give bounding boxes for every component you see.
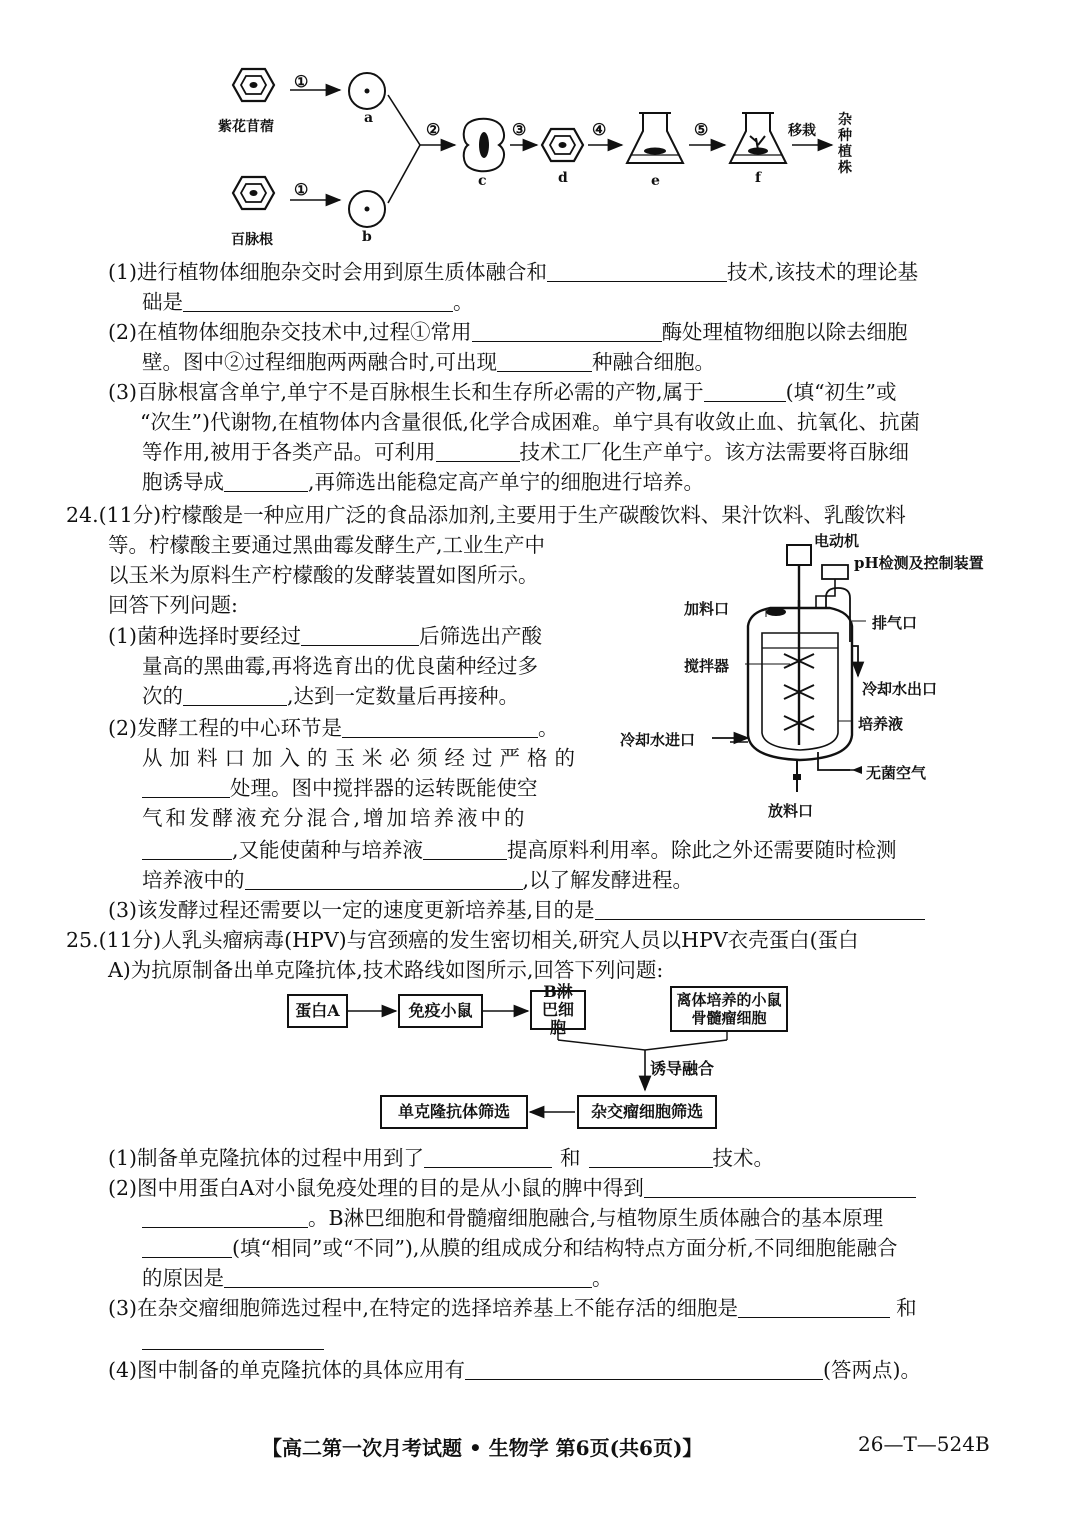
q23-p2-line1: (2)在植物体细胞杂交技术中,过程①常用 酶处理植物细胞以除去细胞 xyxy=(108,320,908,344)
q25-p3-line: (3)在杂交瘤细胞筛选过程中,在特定的选择培养基上不能存活的细胞是 和 xyxy=(108,1296,917,1320)
hybrid-plant-label: 杂种植株 xyxy=(838,112,852,176)
motor-label: 电动机 xyxy=(814,532,860,550)
q25-blank-4 xyxy=(142,1207,308,1228)
box-b-lymphocyte: B淋巴细胞 xyxy=(530,990,586,1030)
q23-p3-line3: 等作用,被用于各类产品。可利用 技术工厂化生产单宁。该方法需要将百脉细 xyxy=(142,440,910,464)
cool-out-label: 冷却水出口 xyxy=(862,680,938,698)
exhaust-label: 排气口 xyxy=(872,614,918,632)
q24-p1-line2: 量高的黑曲霉,再将选育出的优良菌种经过多 xyxy=(142,654,539,678)
box-antibody-screen: 单克隆抗体筛选 xyxy=(380,1095,528,1129)
q25-line2: A)为抗原制备出单克隆抗体,技术路线如图所示,回答下列问题: xyxy=(108,958,664,982)
step1a-label: ① xyxy=(294,72,309,91)
q24-line3: 以玉米为原料生产柠檬酸的发酵装置如图所示。 xyxy=(108,563,539,587)
q24-p1-line3: 次的 ,达到一定数量后再接种。 xyxy=(142,684,520,708)
label-e: e xyxy=(651,173,660,189)
alfalfa-label: 紫花苜蓿 xyxy=(218,119,274,135)
step2-label: ② xyxy=(426,120,441,139)
q25-blank-7 xyxy=(738,1297,890,1318)
q25-p2-line2: 。B淋巴细胞和骨髓瘤细胞融合,与植物原生质体融合的基本原理 xyxy=(142,1204,883,1232)
q25-p2-line1: (2)图中用蛋白A对小鼠免疫处理的目的是从小鼠的脾中得到 xyxy=(108,1174,916,1202)
air-label: 无菌空气 xyxy=(866,764,927,782)
q23-p3-line4: 胞诱导成 ,再筛选出能稳定高产单宁的细胞进行培养。 xyxy=(142,470,705,494)
label-f: f xyxy=(755,170,762,186)
step5-label: ⑤ xyxy=(694,120,709,139)
transplant-label: 移栽 xyxy=(788,123,816,139)
q23-p1-line1: (1)进行植物体细胞杂交时会用到原生质体融合和 技术,该技术的理论基 xyxy=(108,260,919,284)
q24-p3-line: (3)该发酵过程还需要以一定的速度更新培养基,目的是 xyxy=(108,896,925,924)
box-immunize-mouse: 免疫小鼠 xyxy=(398,994,483,1028)
q24-p1-line1: (1)菌种选择时要经过 后筛选出产酸 xyxy=(108,624,543,648)
q25-blank-8 xyxy=(142,1329,324,1350)
q24-line2: 等。柠檬酸主要通过黑曲霉发酵生产,工业生产中 xyxy=(108,533,546,557)
q24-p2-line2: 从加料口加入的玉米必须经过严格的 xyxy=(142,746,582,770)
q23-p1-line2: 础是 。 xyxy=(142,290,474,314)
step3-label: ③ xyxy=(512,120,527,139)
label-c: c xyxy=(478,173,487,189)
step4-label: ④ xyxy=(592,120,607,139)
q25-blank-5 xyxy=(142,1237,232,1258)
label-a: a xyxy=(364,110,374,126)
medium-label: 培养液 xyxy=(858,715,904,733)
q25-blank-3 xyxy=(644,1177,916,1198)
box-myeloma-cell: 离体培养的小鼠骨髓瘤细胞 xyxy=(670,986,788,1032)
q25-p2-line3: (填“相同”或“不同”),从膜的组成成分和结构特点方面分析,不同细胞能融合 xyxy=(142,1234,897,1262)
q25-p3-line2 xyxy=(142,1326,324,1354)
q25-p1-line: (1)制备单克隆抗体的过程中用到了 和 技术。 xyxy=(108,1146,775,1170)
label-b: b xyxy=(362,229,372,245)
q25-blank-2 xyxy=(589,1147,713,1168)
q25-p2-line4: 的原因是 。 xyxy=(142,1266,613,1290)
q24-p2-line1: (2)发酵工程的中心环节是 。 xyxy=(108,716,559,740)
q24-p2-line6: 培养液中的 ,以了解发酵进程。 xyxy=(142,868,694,892)
stirrer-label: 搅拌器 xyxy=(684,657,730,675)
lotus-label: 百脉根 xyxy=(231,232,273,248)
q25-line1: 25.(11分)人乳头瘤病毒(HPV)与宫颈癌的发生密切相关,研究人员以HPV衣壳蛋白(蛋白 xyxy=(66,928,859,952)
cool-in-label: 冷却水进口 xyxy=(620,731,696,749)
label-d: d xyxy=(558,170,568,186)
q23-p2-line2: 壁。图中②过程细胞两两融合时,可出现 种融合细胞。 xyxy=(142,350,716,374)
ph-label: pH检测及控制装置 xyxy=(854,554,984,572)
q24-p2-line4: 气和发酵液充分混合,增加培养液中的 xyxy=(142,806,528,830)
q24-p2-line3: 处理。图中搅拌器的运转既能使空 xyxy=(142,774,538,802)
box-hybridoma-screen: 杂交瘤细胞筛选 xyxy=(577,1095,717,1129)
q24-p2-line5: ,又能使菌种与培养液 提高原料利用率。除此之外还需要随时检测 xyxy=(142,836,897,864)
discharge-label: 放料口 xyxy=(768,802,814,820)
q24-line1: 24.(11分)柠檬酸是一种应用广泛的食品添加剂,主要用于生产碳酸饮料、果汁饮料、乳酸饮料 xyxy=(66,503,906,527)
q24-line4: 回答下列问题: xyxy=(108,593,238,617)
step1b-label: ① xyxy=(294,180,309,199)
q25-blank-9 xyxy=(465,1359,823,1380)
q23-p3-line1: (3)百脉根富含单宁,单宁不是百脉根生长和生存所必需的产物,属于 (填“初生”或 xyxy=(108,380,897,404)
q25-blank-6 xyxy=(224,1267,592,1288)
q23-p3-line2: “次生”)代谢物,在植物体内含量很低,化学合成困难。单宁具有收敛止血、抗氧化、抗菌 xyxy=(140,410,920,434)
q25-p4-line: (4)图中制备的单克隆抗体的具体应用有 (答两点)。 xyxy=(108,1358,922,1382)
box-protein-a: 蛋白A xyxy=(287,994,348,1028)
fuse-label: 诱导融合 xyxy=(650,1059,715,1078)
q25-blank-1 xyxy=(424,1147,552,1168)
page-footer-code: 26—T—524B xyxy=(858,1432,990,1456)
feed-label: 加料口 xyxy=(684,600,730,618)
page-footer-title: 【高二第一次月考试题 • 生物学 第6页(共6页)】 xyxy=(262,1436,703,1460)
